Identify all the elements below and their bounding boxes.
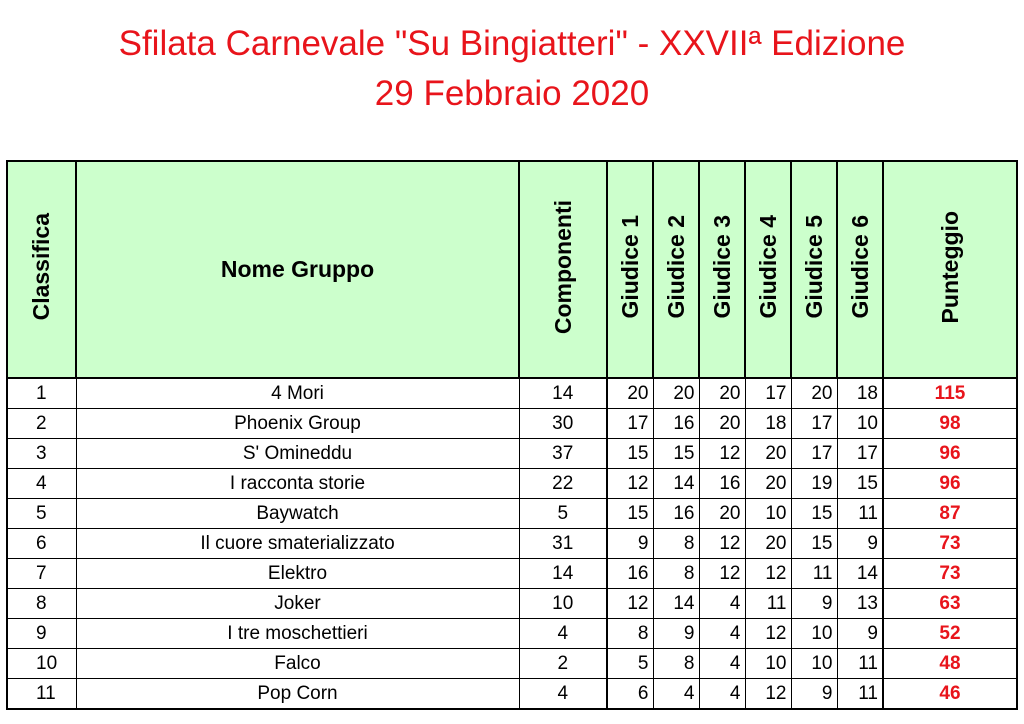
table-row	[7, 409, 1017, 439]
judge-1-cell: 6	[607, 679, 653, 710]
judge-1-cell: 15	[607, 499, 653, 529]
judge-3-cell: 20	[699, 378, 745, 409]
group-name-cell: Il cuore smaterializzato	[76, 529, 519, 559]
members-cell: 14	[519, 559, 607, 589]
score-cell: 63	[883, 589, 1017, 619]
judge-1-cell: 9	[607, 529, 653, 559]
judge-1-cell: 15	[607, 439, 653, 469]
group-name-cell: 4 Mori	[76, 378, 519, 409]
judge-3-cell: 12	[699, 439, 745, 469]
judge-3-cell: 12	[699, 559, 745, 589]
table-row	[7, 649, 1017, 679]
score-cell: 73	[883, 559, 1017, 589]
header-rank: Classifica	[7, 161, 76, 378]
header-judge-4: Giudice 4	[745, 161, 791, 378]
score-cell: 96	[883, 469, 1017, 499]
group-name-cell: Baywatch	[76, 499, 519, 529]
header-judge-1: Giudice 1	[607, 161, 653, 378]
table-row	[7, 378, 1017, 409]
judge-4-cell: 12	[745, 619, 791, 649]
judge-6-cell: 15	[837, 469, 883, 499]
page-title: Sfilata Carnevale "Su Bingiatteri" - XXVIIª Edizione	[118, 24, 906, 63]
score-cell: 87	[883, 499, 1017, 529]
event-date: 29 Febbraio 2020	[374, 74, 650, 113]
judge-4-cell: 18	[745, 409, 791, 439]
judge-5-cell: 11	[791, 559, 837, 589]
judge-4-cell: 11	[745, 589, 791, 619]
judge-1-cell: 8	[607, 619, 653, 649]
table-row	[7, 529, 1017, 559]
table-row	[7, 499, 1017, 529]
judge-2-cell: 15	[653, 439, 699, 469]
judge-3-cell: 12	[699, 529, 745, 559]
header-name: Nome Gruppo	[76, 161, 519, 378]
header-row	[7, 161, 1017, 378]
header-score: Punteggio	[883, 161, 1017, 378]
group-name-cell: Elektro	[76, 559, 519, 589]
judge-2-cell: 16	[653, 409, 699, 439]
judge-6-cell: 18	[837, 378, 883, 409]
judge-5-cell: 17	[791, 409, 837, 439]
header-members: Componenti	[519, 161, 607, 378]
judge-2-cell: 8	[653, 649, 699, 679]
score-cell: 73	[883, 529, 1017, 559]
judge-6-cell: 11	[837, 499, 883, 529]
rank-cell: 5	[7, 499, 76, 529]
group-name-cell: S' Omineddu	[76, 439, 519, 469]
rank-cell: 3	[7, 439, 76, 469]
judge-2-cell: 4	[653, 679, 699, 710]
judge-6-cell: 10	[837, 409, 883, 439]
members-cell: 10	[519, 589, 607, 619]
header-judge-5: Giudice 5	[791, 161, 837, 378]
score-cell: 98	[883, 409, 1017, 439]
judge-2-cell: 8	[653, 559, 699, 589]
score-cell: 52	[883, 619, 1017, 649]
header-judge-3: Giudice 3	[699, 161, 745, 378]
table-row	[7, 679, 1017, 710]
table-row	[7, 439, 1017, 469]
judge-6-cell: 11	[837, 679, 883, 710]
judge-4-cell: 10	[745, 499, 791, 529]
group-name-cell: I tre moschettieri	[76, 619, 519, 649]
rank-cell: 10	[7, 649, 76, 679]
table-row	[7, 589, 1017, 619]
table-row	[7, 619, 1017, 649]
judge-2-cell: 9	[653, 619, 699, 649]
judge-3-cell: 4	[699, 649, 745, 679]
rank-cell: 8	[7, 589, 76, 619]
ranking-body	[7, 378, 1017, 709]
judge-3-cell: 16	[699, 469, 745, 499]
rank-cell: 9	[7, 619, 76, 649]
rank-cell: 1	[7, 378, 76, 409]
judge-1-cell: 12	[607, 589, 653, 619]
rank-cell: 2	[7, 409, 76, 439]
judge-1-cell: 5	[607, 649, 653, 679]
judge-3-cell: 4	[699, 619, 745, 649]
header-judge-6: Giudice 6	[837, 161, 883, 378]
group-name-cell: Falco	[76, 649, 519, 679]
header-judge-2: Giudice 2	[653, 161, 699, 378]
members-cell: 4	[519, 679, 607, 710]
group-name-cell: Joker	[76, 589, 519, 619]
judge-4-cell: 10	[745, 649, 791, 679]
judge-5-cell: 17	[791, 439, 837, 469]
judge-6-cell: 9	[837, 529, 883, 559]
judge-6-cell: 9	[837, 619, 883, 649]
judge-5-cell: 20	[791, 378, 837, 409]
judge-4-cell: 20	[745, 529, 791, 559]
judge-3-cell: 4	[699, 589, 745, 619]
group-name-cell: Phoenix Group	[76, 409, 519, 439]
group-name-cell: I racconta storie	[76, 469, 519, 499]
rank-cell: 7	[7, 559, 76, 589]
members-cell: 30	[519, 409, 607, 439]
rank-cell: 4	[7, 469, 76, 499]
judge-5-cell: 9	[791, 589, 837, 619]
judge-4-cell: 17	[745, 378, 791, 409]
judge-3-cell: 20	[699, 409, 745, 439]
judge-4-cell: 20	[745, 469, 791, 499]
judge-2-cell: 8	[653, 529, 699, 559]
members-cell: 22	[519, 469, 607, 499]
judge-3-cell: 20	[699, 499, 745, 529]
table-row	[7, 469, 1017, 499]
judge-2-cell: 20	[653, 378, 699, 409]
judge-1-cell: 20	[607, 378, 653, 409]
judge-1-cell: 12	[607, 469, 653, 499]
judge-4-cell: 12	[745, 679, 791, 710]
score-cell: 46	[883, 679, 1017, 710]
judge-5-cell: 15	[791, 529, 837, 559]
table-row	[7, 559, 1017, 589]
members-cell: 31	[519, 529, 607, 559]
judge-5-cell: 10	[791, 619, 837, 649]
judge-2-cell: 16	[653, 499, 699, 529]
judge-1-cell: 16	[607, 559, 653, 589]
judge-1-cell: 17	[607, 409, 653, 439]
members-cell: 5	[519, 499, 607, 529]
judge-2-cell: 14	[653, 469, 699, 499]
score-cell: 115	[883, 378, 1017, 409]
rank-cell: 6	[7, 529, 76, 559]
group-name-cell: Pop Corn	[76, 679, 519, 710]
judge-5-cell: 19	[791, 469, 837, 499]
judge-2-cell: 14	[653, 589, 699, 619]
rank-cell: 11	[7, 679, 76, 710]
score-cell: 96	[883, 439, 1017, 469]
judge-5-cell: 9	[791, 679, 837, 710]
members-cell: 37	[519, 439, 607, 469]
judge-4-cell: 12	[745, 559, 791, 589]
judge-6-cell: 14	[837, 559, 883, 589]
judge-6-cell: 11	[837, 649, 883, 679]
members-cell: 2	[519, 649, 607, 679]
judge-5-cell: 15	[791, 499, 837, 529]
judge-4-cell: 20	[745, 439, 791, 469]
judge-6-cell: 13	[837, 589, 883, 619]
score-cell: 48	[883, 649, 1017, 679]
members-cell: 4	[519, 619, 607, 649]
judge-5-cell: 10	[791, 649, 837, 679]
ranking-table	[6, 160, 1018, 710]
judge-3-cell: 4	[699, 679, 745, 710]
judge-6-cell: 17	[837, 439, 883, 469]
members-cell: 14	[519, 378, 607, 409]
